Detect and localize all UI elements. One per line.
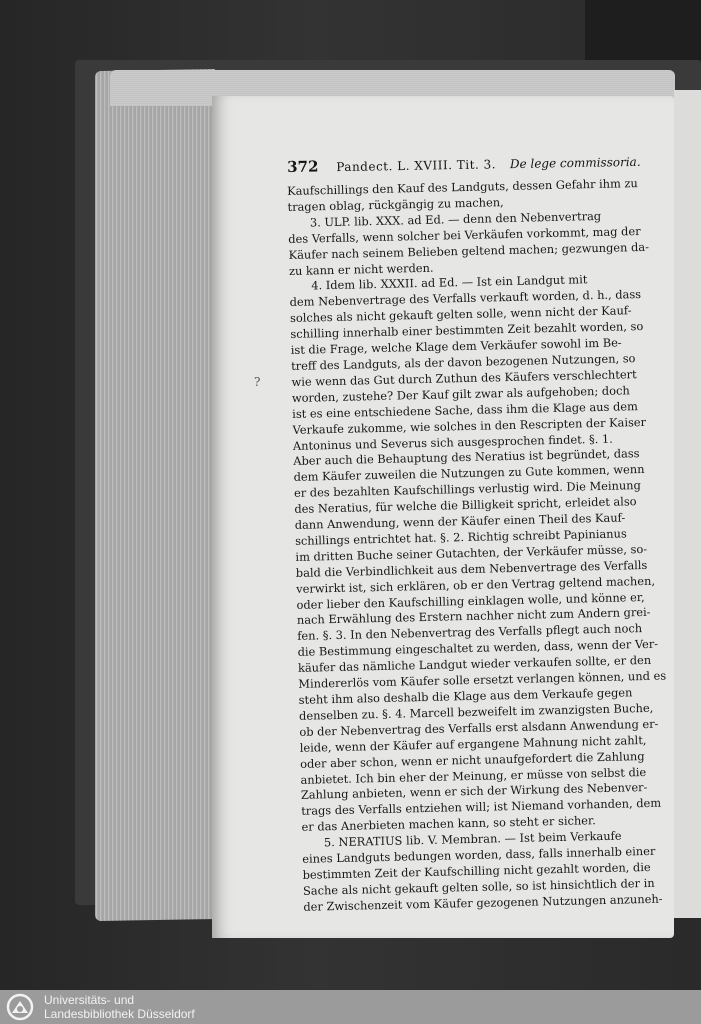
section-title: De lege commissoria. <box>509 154 641 172</box>
text-line: im dritten Buche seiner Gutachten, der Verkäufer müsse, so- <box>295 541 648 564</box>
text-line: Sache als nicht gekauft gelten solle, so ist hinsichtlich der in <box>302 875 655 898</box>
text-line: Kaufschillings den Kauf des Landguts, dessen Gefahr ihm zu <box>287 176 638 198</box>
text-line: Mindererlös vom Käufer solle ersetzt verlangen können, und es <box>298 668 667 691</box>
text-line: treff des Landguts, als der davon bezogenen Nutzungen, so <box>290 351 636 373</box>
text-line: schilling innerhalb einer bestimmten Zeit bezahlt worden, so <box>290 319 644 342</box>
text-line: ist es eine entschiedene Sache, dass ihm die Klage aus dem <box>292 398 638 421</box>
text-line: leide, wenn der Käufer auf ergangene Mahnung nicht zahlt, <box>299 732 647 755</box>
text-line: schillings entrichtet hat. §. 2. Richtig schreibt Papinianus <box>294 526 627 548</box>
running-title: Pandect. L. XVIII. Tit. 3. <box>336 157 497 175</box>
text-line: oder aber schon, wenn er nicht unaufgefordert die Zahlung <box>299 748 645 771</box>
text-line: dem Nebenvertrage des Verfalls verkauft worden, d. h., dass <box>289 287 642 310</box>
text-line: bald die Verbindlichkeit aus dem Nebenvertrage des Verfalls <box>295 557 648 580</box>
text-line: Käufer nach seinem Belieben geltend machen; gezwungen da- <box>288 239 650 262</box>
footer-line-2: Landesbibliothek Düsseldorf <box>44 1007 195 1021</box>
text-line: Verkaufe zukomme, wie solches in den Rescripten der Kaiser <box>292 414 647 437</box>
text-line: 3. ULP. lib. XXX. ad Ed. — denn den Nebenvertrag <box>309 208 602 230</box>
text-line: die Bestimmung eingeschaltet zu werden, dass, wenn der Ver- <box>297 636 659 660</box>
text-line: zu kann er nicht werden. <box>288 260 434 278</box>
facing-page-edge <box>674 90 701 918</box>
ulb-logo-icon[interactable] <box>6 993 34 1021</box>
text-line: steht ihm also deshalb die Klage aus dem Verkaufe gegen <box>298 685 633 707</box>
text-line: Zahlung anbieten, wenn er sich der Wirkung des Nebenver- <box>300 780 648 803</box>
text-line: worden, zustehe? Der Kauf gilt zwar als aufgehoben; doch <box>291 383 630 405</box>
text-line: solches als nicht gekauft gelten solle, wenn nicht der Kauf- <box>289 303 632 326</box>
text-line: tragen oblag, rückgängig zu machen, <box>287 194 504 214</box>
text-line: anbietet. Ich bin eher der Meinung, er müsse von selbst die <box>300 764 647 787</box>
margin-annotation: ? <box>254 375 261 389</box>
running-header <box>287 151 674 176</box>
text-line: käufer das nämliche Landgut wieder verkaufen sollte, er den <box>297 653 652 676</box>
footer-line-1: Universitäts- und <box>44 993 135 1007</box>
text-line: bestimmten Zeit der Kaufschilling nicht gezahlt worden, die <box>302 859 651 882</box>
text-line: eines Landguts bedungen worden, dass, falls innerhalb einer <box>302 843 656 866</box>
page-block-edge <box>95 69 215 921</box>
text-line: er das Anerbieten machen kann, so steht er sicher. <box>301 813 596 835</box>
text-line: 4. Idem lib. XXXII. ad Ed. — Ist ein Landgut mit <box>311 272 588 293</box>
text-line: trags des Verfalls entziehen will; ist Niemand vorhanden, dem <box>301 796 662 819</box>
footer-bar <box>0 990 701 1024</box>
text-line: Aber auch die Behauptung des Neratius ist begründet, dass <box>293 446 640 469</box>
scan-corner <box>585 0 701 60</box>
text-line: Antoninus und Severus sich ausgesprochen findet. §. 1. <box>292 431 613 453</box>
text-line: verwirkt ist, sich erklären, ob er den Vertrag geltend machen, <box>296 573 656 596</box>
text-line: 5. NERATIUS lib. V. Membran. — Ist beim Verkaufe <box>323 828 622 850</box>
text-line: der Zwischenzeit vom Käufer gezogenen Nutzungen anzuneh- <box>303 891 663 914</box>
text-line: ob der Nebenvertrag des Verfalls erst alsdann Anwendung er- <box>299 716 659 739</box>
footer-library-name[interactable] <box>44 993 195 1021</box>
text-line: fen. §. 3. In den Nebenvertrag des Verfalls pflegt auch noch <box>297 621 643 644</box>
text-line: oder lieber den Kaufschilling einklagen wolle, und könne er, <box>296 589 645 612</box>
text-line: des Verfalls, wenn solcher bei Verkäufen vorkommt, mag der <box>288 223 641 246</box>
book-page <box>212 96 674 938</box>
text-line: er des bezahlten Kaufschillings verlustig wird. Die Meinung <box>293 478 641 501</box>
page-body-text <box>287 175 674 915</box>
text-line: denselben zu. §. 4. Marcell bezweifelt im zwanzigsten Buche, <box>298 700 654 723</box>
text-line: des Neratius, für welche die Billigkeit spricht, erleidet also <box>294 494 637 517</box>
text-line: dann Anwendung, wenn der Käufer einen Theil des Kauf- <box>294 510 626 532</box>
text-line: wie wenn das Gut durch Zuthun des Käufers verschlechtert <box>291 366 637 389</box>
text-line: ist die Frage, welche Klage dem Verkäufer sowohl im Be- <box>290 335 622 358</box>
text-line: nach Erwählung des Erstern nachher nicht zum Andern grei- <box>296 605 651 628</box>
page-number: 372 <box>287 157 319 176</box>
text-line: dem Käufer zuweilen die Nutzungen zu Gute kommen, wenn <box>293 462 645 485</box>
